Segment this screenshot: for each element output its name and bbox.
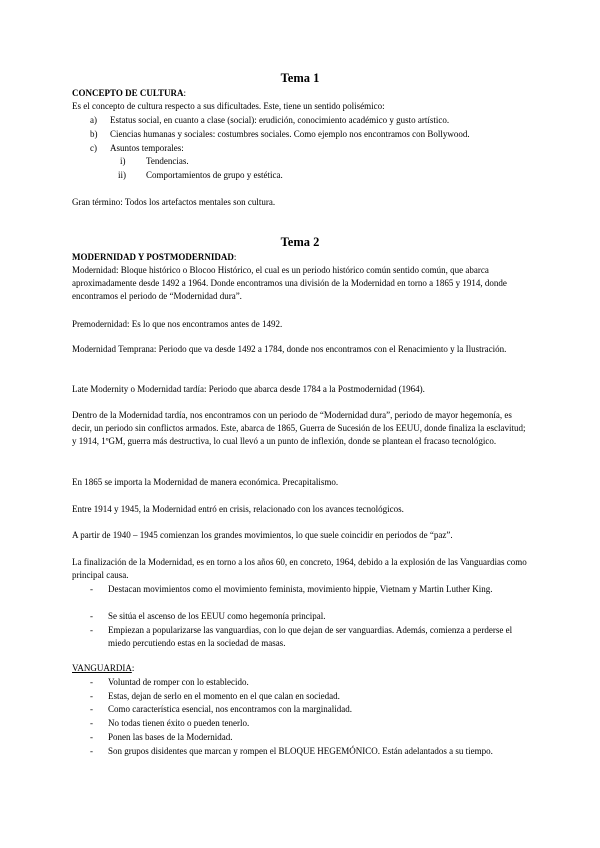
gran-termino: Gran término: Todos los artefactos mentales son cultura. xyxy=(72,197,276,207)
list-marker: a) xyxy=(90,115,97,125)
list-item: Estatus social, en cuanto a clase (social): erudición, conocimiento académico y gusto artístico. xyxy=(110,115,450,125)
paragraph-modernidad-dura: Dentro de la Modernidad tardía, nos encontramos con un periodo de “Modernidad dura”, periodo de mayor hegemonía, es decir, un periodo sin conflictos armados. Este, abarca de 1865, Guerra de Sucesión de los EEUU, donde finaliza la esclavitud; y 1914, 1ºGM, guerra más destructiva, lo cual llevó a un punto de inflexión, donde se plantean el fracaso tecnológico. xyxy=(72,410,526,446)
sublist-item: Comportamientos de grupo y estética. xyxy=(146,170,283,180)
list-item: Estas, dejan de serlo en el momento en el que calan en sociedad. xyxy=(108,691,340,701)
paragraph-1865: En 1865 se importa la Modernidad de manera económica. Precapitalismo. xyxy=(72,477,339,487)
paragraph-modernidad: Modernidad: Bloque histórico o Blocoo Histórico, el cual es un periodo histórico común sentido común, que abarca aproximadamente desde 1492 a 1964. Donde encontramos una división de la Modernidad en torno a 1865 y 1914, donde encontramos el periodo de “Modernidad dura”. xyxy=(72,265,507,301)
paragraph-1940-1945: A partir de 1940 – 1945 comienzan los grandes movimientos, lo que suele coincidir en periodos de “paz”. xyxy=(72,530,453,540)
bullet-marker: - xyxy=(90,611,93,621)
vanguardia-heading: VANGUARDIA: xyxy=(72,663,135,673)
list-item: Voluntad de romper con lo establecido. xyxy=(108,677,249,687)
sublist-marker: ii) xyxy=(118,170,126,180)
bullet-marker: - xyxy=(90,584,93,594)
list-item: Como característica esencial, nos encontramos con la marginalidad. xyxy=(108,704,352,714)
bullet-marker: - xyxy=(90,677,93,687)
list-marker: c) xyxy=(90,143,97,153)
paragraph-late-modernity: Late Modernity o Modernidad tardía: Periodo que abarca desde 1784 a la Postmodernidad (1964). xyxy=(72,384,425,394)
list-item: Son grupos disidentes que marcan y rompen el BLOQUE HEGEMÓNICO. Están adelantados a su tiempo. xyxy=(108,746,493,756)
tema1-title: Tema 1 xyxy=(280,71,320,85)
vanguardia-heading-text: VANGUARDIA xyxy=(72,663,132,673)
list-item: Se sitúa el ascenso de los EEUU como hegemonía principal. xyxy=(108,611,326,621)
tema2-heading-text: MODERNIDAD Y POSTMODERNIDAD xyxy=(72,252,234,262)
sublist-marker: i) xyxy=(120,156,126,166)
tema2-title: Tema 2 xyxy=(280,235,320,249)
bullet-marker: - xyxy=(90,732,93,742)
list-item: Empiezan a popularizarse las vanguardias, con lo que dejan de ser vanguardias. Además, comienza a perderse el miedo percutiendo estas en la sociedad de masas. xyxy=(108,625,513,648)
list-item: Asuntos temporales: xyxy=(110,143,184,153)
paragraph-premodernidad: Premodernidad: Es lo que nos encontramos antes de 1492. xyxy=(72,319,283,329)
list-item: No todas tienen éxito o pueden tenerlo. xyxy=(108,718,250,728)
list-item: Destacan movimientos como el movimiento feminista, movimiento hippie, Vietnam y Martin Luther King. xyxy=(108,584,493,594)
sublist-item: Tendencias. xyxy=(146,156,189,166)
list-item: Ciencias humanas y sociales: costumbres sociales. Como ejemplo nos encontramos con Bollywood. xyxy=(110,129,470,139)
tema1-intro: Es el concepto de cultura respecto a sus dificultades. Este, tiene un sentido polisémico: xyxy=(72,101,385,111)
bullet-marker: - xyxy=(90,691,93,701)
paragraph-1914-1945: Entre 1914 y 1945, la Modernidad entró en crisis, relacionado con los avances tecnológicos. xyxy=(72,504,404,514)
bullet-marker: - xyxy=(90,704,93,714)
bullet-marker: - xyxy=(90,746,93,756)
list-marker: b) xyxy=(90,129,98,139)
list-item: Ponen las bases de la Modernidad. xyxy=(108,732,233,742)
tema1-heading: CONCEPTO DE CULTURA: xyxy=(72,88,187,98)
bullet-marker: - xyxy=(90,718,93,728)
tema2-heading: MODERNIDAD Y POSTMODERNIDAD: xyxy=(72,252,237,262)
paragraph-modernidad-temprana: Modernidad Temprana: Periodo que va desde 1492 a 1784, donde nos encontramos con el Renacimiento y la Ilustración. xyxy=(72,344,507,354)
bullet-marker: - xyxy=(90,625,93,635)
tema1-heading-text: CONCEPTO DE CULTURA xyxy=(72,88,184,98)
paragraph-finalizacion: La finalización de la Modernidad, es en torno a los años 60, en concreto, 1964, debido a la explosión de las Vanguardias como principal causa. xyxy=(72,557,527,580)
